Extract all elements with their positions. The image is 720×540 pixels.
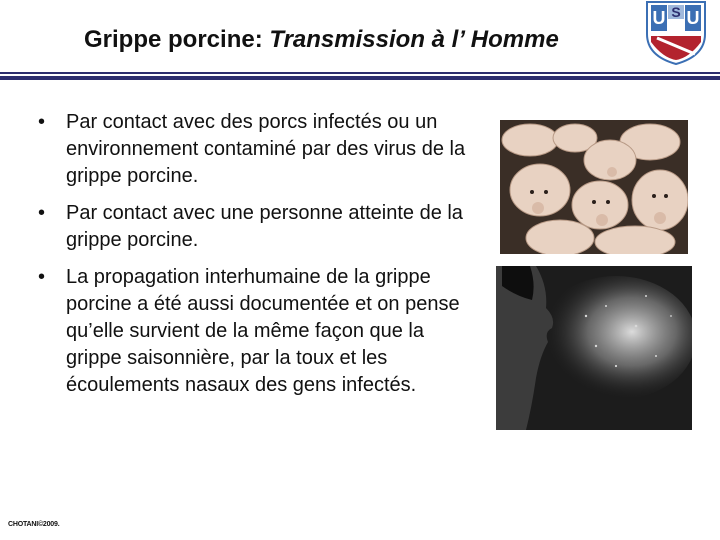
title-plain: Grippe porcine: bbox=[84, 26, 270, 53]
pigs-photo bbox=[500, 120, 688, 254]
bullet-item bbox=[38, 109, 468, 190]
bullet-list bbox=[38, 109, 468, 409]
bullet-dot: • bbox=[38, 266, 46, 288]
logo-letter-1: U bbox=[652, 8, 666, 28]
slide-title bbox=[84, 26, 644, 54]
title-rule-thin bbox=[0, 72, 720, 74]
bullet-dot: • bbox=[38, 202, 46, 224]
logo-letter-3: U bbox=[686, 8, 700, 28]
bullet-text: Par contact avec une personne atteinte de la grippe porcine. bbox=[66, 202, 463, 251]
sneezing-man-photo bbox=[496, 266, 692, 430]
bullet-text: La propagation interhumaine de la grippe porcine a été aussi documentée et on pense qu’elle survient de la même façon que la grippe saisonnière, par la toux et les écoulements nasaux des gens infectés. bbox=[66, 266, 460, 396]
title-rule-thick bbox=[0, 76, 720, 80]
bullet-dot: • bbox=[38, 111, 46, 133]
logo-letter-2: S bbox=[671, 4, 681, 20]
bullet-text: Par contact avec des porcs infectés ou un environnement contaminé par des virus de la grippe porcine. bbox=[66, 111, 466, 187]
title-italic: Transmission à l’ Homme bbox=[269, 26, 559, 53]
bullet-item bbox=[38, 200, 468, 254]
bullet-item bbox=[38, 264, 468, 399]
footer-copyright: CHOTANI©2009. bbox=[8, 521, 60, 528]
usu-logo bbox=[643, 0, 709, 66]
